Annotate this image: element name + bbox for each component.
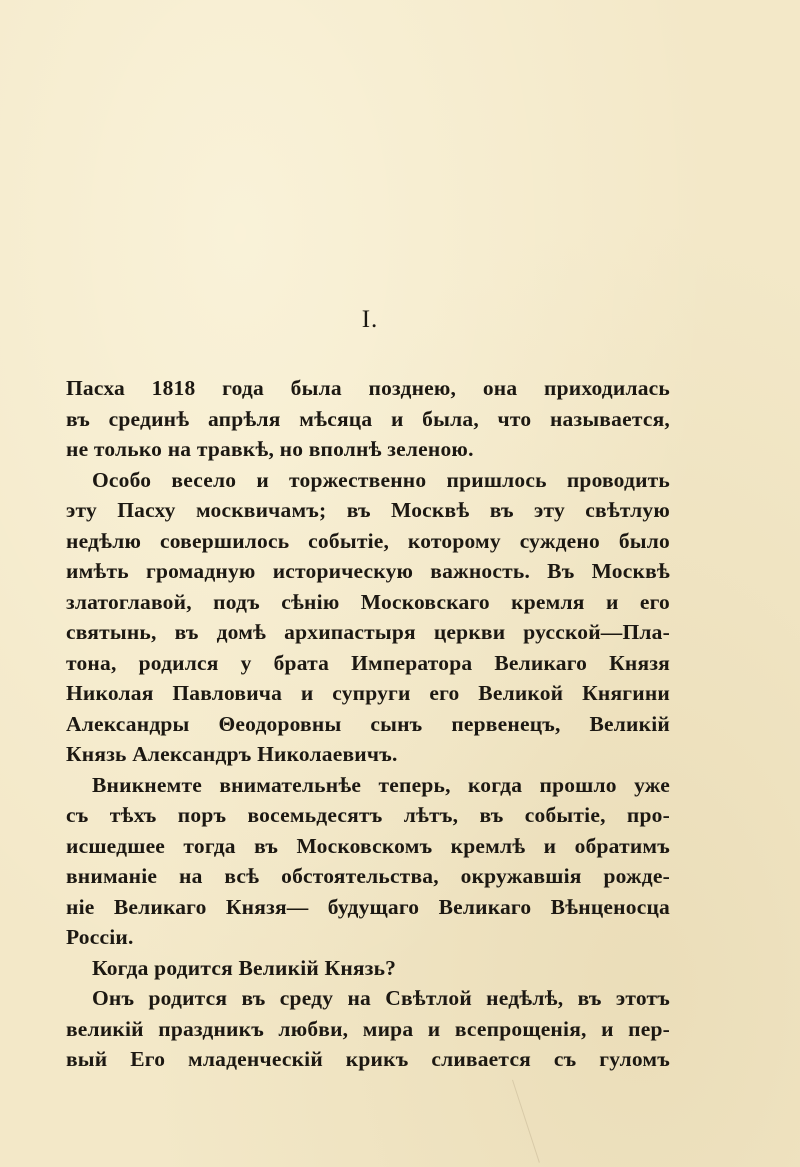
text-line: вниманіе на всѣ обстоятельства, окружавшія рожде-: [66, 864, 670, 888]
text-line: великій праздникъ любви, мира и всепрощенія, и пер-: [66, 1016, 670, 1041]
text-line: недѣлю совершилось событіе, которому суждено было: [66, 528, 670, 553]
text-line: Особо весело и торжественно пришлось проводить: [92, 467, 670, 492]
text-line: Когда родится Великій Князь?: [92, 955, 397, 980]
text-line: тона, родился у брата Императора Великаго Князя: [66, 650, 670, 675]
text-line: въ срединѣ апрѣля мѣсяца и была, что называется,: [66, 406, 670, 431]
text-line: эту Пасху москвичамъ; въ Москвѣ въ эту свѣтлую: [66, 498, 670, 522]
text-line: святынь, въ домѣ архипастыря церкви русской—Пла-: [66, 620, 670, 644]
text-line: ніе Великаго Князя— будущаго Великаго Вѣнценосца: [66, 894, 670, 919]
text-line: златоглавой, подъ сѣнію Московскаго кремля и его: [66, 589, 670, 614]
paper-crease: [512, 1080, 540, 1163]
body-text: [66, 373, 670, 1075]
text-line: Вникнемте внимательнѣе теперь, когда прошло уже: [92, 772, 670, 797]
text-line: Александры Θеодоровны сынъ первенецъ, Великій: [66, 711, 670, 736]
text-line: Россіи.: [66, 925, 134, 949]
text-line: Князь Александръ Николаевичъ.: [66, 742, 398, 766]
text-line: исшедшее тогда въ Московскомъ кремлѣ и обратимъ: [66, 833, 670, 858]
text-line: съ тѣхъ поръ восемьдесятъ лѣтъ, въ событіе, про-: [66, 803, 670, 827]
text-line: вый Его младенческій крикъ сливается съ гуломъ: [66, 1047, 670, 1071]
chapter-number: I.: [361, 306, 379, 333]
text-line: не только на травкѣ, но вполнѣ зеленою.: [66, 437, 474, 461]
text-line: Онъ родится въ среду на Свѣтлой недѣлѣ, въ этотъ: [92, 986, 670, 1010]
text-line: имѣть громадную историческую важность. Въ Москвѣ: [66, 559, 670, 583]
text-line: Николая Павловича и супруги его Великой Княгини: [66, 681, 670, 705]
text-line: Пасха 1818 года была позднею, она приходилась: [66, 376, 670, 400]
